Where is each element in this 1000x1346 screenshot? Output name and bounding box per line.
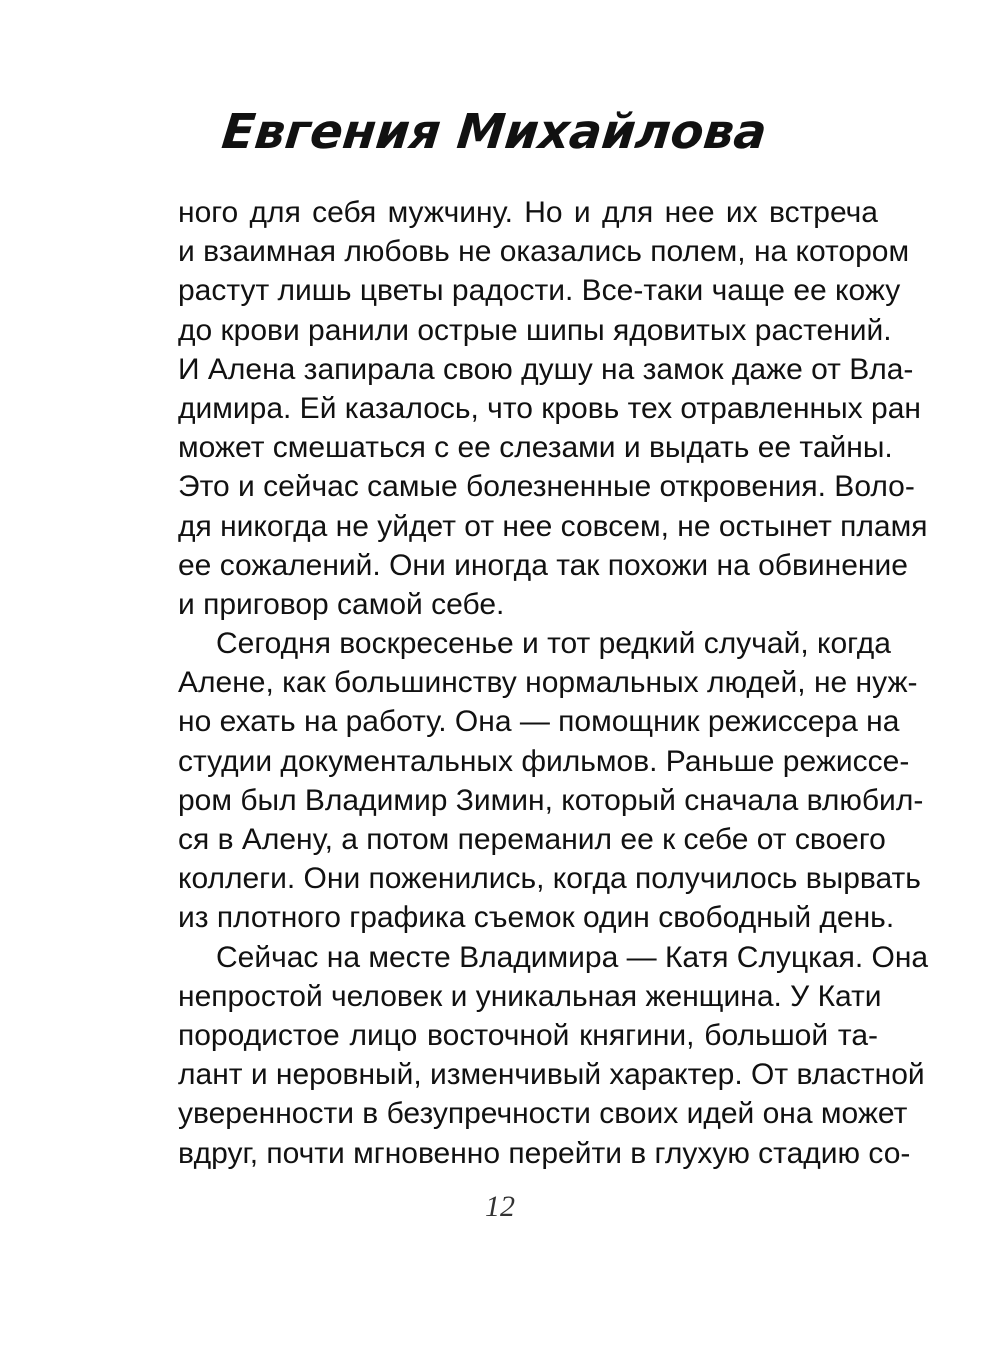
text-line: Сейчас на месте Владимира — Катя Слуцкая. Она <box>216 940 929 974</box>
text-line: вдруг, почти мгновенно перейти в глухую стадию со- <box>178 1136 911 1170</box>
text-line: Сегодня воскресенье и тот редкий случай, когда <box>216 627 891 661</box>
text-line: из плотного графика съемок один свободный день. <box>178 901 895 935</box>
text-line: ного для себя мужчину. Но и для нее их встреча <box>178 196 878 229</box>
text-line: коллеги. Они поженились, когда получилось вырвать <box>178 862 921 896</box>
text-line: дя никогда не уйдет от нее совсем, не остынет пламя <box>178 509 928 543</box>
text-line: и взаимная любовь не оказались полем, на котором <box>178 235 910 269</box>
main-text <box>178 193 929 1173</box>
text-line: и приговор самой себе. <box>178 587 505 621</box>
text-line: И Алена запирала свою душу на замок даже от Вла- <box>178 352 914 386</box>
text-line: ром был Владимир Зимин, который сначала влюбил- <box>178 783 924 817</box>
page-number: 12 <box>485 1190 515 1223</box>
text-line: может смешаться с ее слезами и выдать ее тайны. <box>178 431 893 465</box>
text-line: Алене, как большинству нормальных людей, не нуж- <box>178 666 918 700</box>
text-line: ся в Алену, а потом переманил ее к себе от своего <box>178 823 886 856</box>
text-line: лант и неровный, изменчивый характер. От властной <box>178 1058 925 1092</box>
text-line: уверенности в безупречности своих идей она может <box>178 1097 908 1131</box>
text-line: растут лишь цветы радости. Все-таки чаще ее кожу <box>178 274 901 308</box>
text-line: Это и сейчас самые болезненные откровения. Воло- <box>178 470 915 504</box>
text-line: студии документальных фильмов. Раньше режиссе- <box>178 744 910 778</box>
author-name: Евгения Михайлова <box>219 104 770 160</box>
running-header <box>0 78 1000 190</box>
text-line: непростой человек и уникальная женщина. У Кати <box>178 979 882 1013</box>
text-line: ее сожалений. Они иногда так похожи на обвинение <box>178 548 908 582</box>
text-line: но ехать на работу. Она — помощник режиссера на <box>178 705 900 739</box>
text-line: до крови ранили острые шипы ядовитых растений. <box>178 313 892 347</box>
author-name-handwritten <box>219 78 770 190</box>
text-line: димира. Ей казалось, что кровь тех отравленных ран <box>178 391 921 425</box>
text-line: породистое лицо восточной княгини, большой та- <box>178 1018 878 1052</box>
